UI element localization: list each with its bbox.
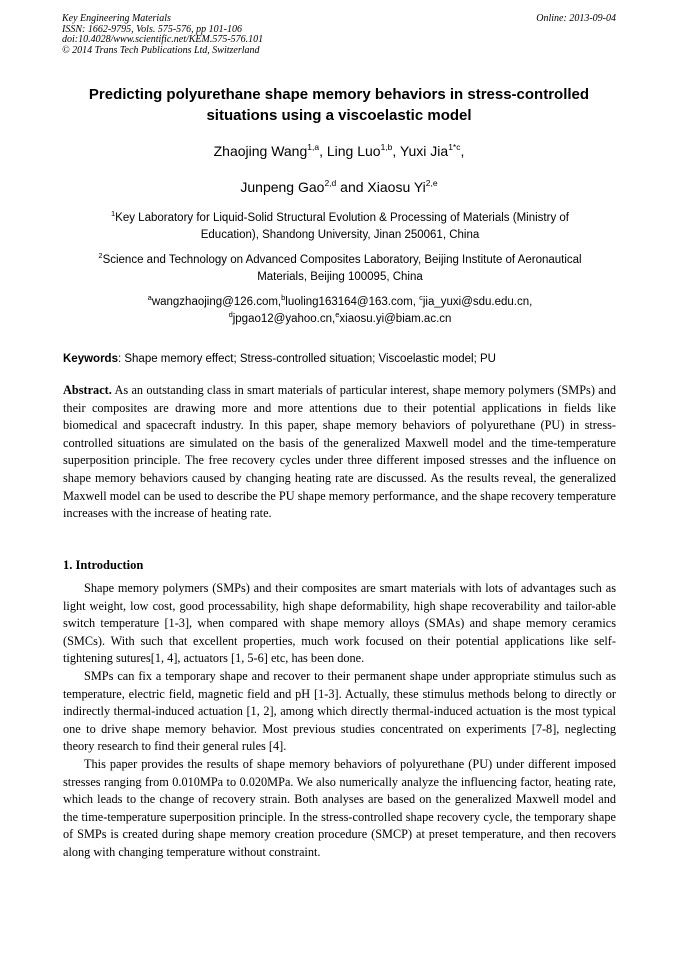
emails-line-2 (64, 311, 616, 328)
online-date: Online: 2013-09-04 (536, 13, 616, 24)
author-and: and (340, 179, 364, 195)
affiliation-2 (64, 252, 616, 286)
email-sup: e (335, 310, 340, 319)
keywords-label: Keywords (63, 353, 118, 365)
author-line-2 (50, 178, 628, 196)
affiliation-2-line-1 (64, 252, 616, 269)
intro-paragraph-2: SMPs can fix a temporary shape and recover to their permanent shape under appropriate stimulus such as temperature, electric field, magnetic field and pH [1-3]. Actually, these stimulus methods belong to directly or indirectly thermal-induced actuation [1, 2], among which directly thermal-induced actuation is the most typical one to drive shape memory behavior. Most previous studies concentrated on experiments [7-8], neglecting theory research to find their general rules [4]. (63, 668, 616, 754)
abstract-text: As an outstanding class in smart materials of particular interest, shape memory polymers (SMPs) and their composites are drawing more and more attentions due to their potential applications in fields like biomedical and spacecraft industry. In this paper, shape memory behaviors of polyurethane (PU) in stress-controlled situations are simulated on the basis of the generalized Maxwell model and the time-temperature superposition principle. The free recovery cycles under three different imposed stresses and the influence on shape memory behaviors caused by changing heating rate are discussed. As the results reveal, the generalized Maxwell model can be used to describe the PU shape memory performance, and the shape recovery temperature increases with the increase of heating rate. (63, 383, 616, 521)
email-link[interactable]: jia_yuxi@sdu.edu.cn, (422, 296, 533, 308)
author-name: Xiaosu Yi (367, 179, 426, 195)
affiliation-1-line-1 (64, 210, 616, 227)
paper-title (50, 84, 628, 126)
author-sup: 2,e (425, 178, 438, 188)
introduction-body (63, 580, 616, 862)
email-link[interactable]: jpgao12@yahoo.cn, (232, 313, 336, 325)
author-sup: 1,a (307, 142, 320, 152)
affiliation-2-line-2: Materials, Beijing 100095, China (257, 271, 423, 283)
author-sup: 2,d (324, 178, 337, 188)
email-link[interactable]: wangzhaojing@126.com, (151, 296, 282, 308)
email-sup: c (419, 293, 423, 302)
author-sup: 1,b (380, 142, 393, 152)
abstract (63, 382, 616, 523)
email-sup: a (147, 293, 152, 302)
email-link[interactable]: luoling163164@163.com, (285, 296, 416, 308)
author-name: Yuxi Jia (399, 143, 449, 159)
author-emails (64, 294, 616, 328)
keywords (63, 351, 617, 367)
email-link[interactable]: xiaosu.yi@biam.ac.cn (339, 313, 452, 325)
email-sup: b (281, 293, 286, 302)
author-sup: 1*c (448, 142, 461, 152)
email-sup: d (228, 310, 233, 319)
affiliation-number: 1 (111, 209, 116, 218)
intro-paragraph-3: This paper provides the results of shape memory behaviors of polyurethane (PU) under different imposed stresses ranging from 0.010MPa to 0.020MPa. We also numerically analyze the influencing factor, heating rate, which leads to the change of recovery strain. Both analyses are based on the generalized Maxwell model and the time-temperature superposition principle. In the stress-controlled shape recovery cycle, the temporary shape of SMPs is created during shape memory creation procedure (SMCP) at preset temperature, and then recovers along with changing temperature without constraint. (63, 756, 616, 859)
abstract-label: Abstract. (63, 383, 112, 397)
journal-header (62, 14, 616, 56)
title-line-2: situations using a viscoelastic model (206, 107, 472, 124)
affiliation-number: 2 (98, 251, 103, 260)
section-heading-introduction: 1. Introduction (63, 558, 144, 572)
affiliation-text: Key Laboratory for Liquid-Solid Structural Evolution & Processing of Materials (Ministry of (115, 212, 569, 224)
author-name: Zhaojing Wang (213, 143, 308, 159)
keywords-text: : Shape memory effect; Stress-controlled situation; Viscoelastic model; PU (117, 353, 496, 365)
emails-line-1 (64, 294, 616, 311)
title-line-1: Predicting polyurethane shape memory behaviors in stress-controlled (88, 86, 590, 103)
journal-doi: doi:10.4028/www.scientific.net/KEM.575-576.101 (62, 34, 264, 45)
author-name: Junpeng Gao (240, 179, 325, 195)
author-name: Ling Luo (326, 143, 381, 159)
affiliation-1-line-2: Education), Shandong University, Jinan 250061, China (200, 229, 480, 241)
journal-issn: ISSN: 1662-9795, Vols. 575-576, pp 101-106 (62, 23, 242, 35)
affiliation-text: Science and Technology on Advanced Composites Laboratory, Beijing Institute of Aeronautical (102, 254, 582, 266)
intro-paragraph-1: Shape memory polymers (SMPs) and their composites are smart materials with lots of advantages such as light weight, low cost, good processability, high shape deformability, high shape recoverability and tailor-able switch temperature [1-3], when compared with shape memory alloys (SMAs) and shape memory ceramics (SMCs). With such that excellent properties, much work focused on their potential applications like self-tightening sutures[1, 4], actuators [1, 5-6] etc, has been done. (63, 581, 616, 666)
journal-copyright: © 2014 Trans Tech Publications Ltd, Switzerland (62, 44, 260, 56)
journal-name: Key Engineering Materials (62, 13, 171, 24)
affiliation-1 (64, 210, 616, 244)
author-line-1: Zhaojing Wang$^{1,a}$, Ling Luo$^{1,b}$, Yuxi Jia$^{1*c}$, (213, 142, 465, 159)
